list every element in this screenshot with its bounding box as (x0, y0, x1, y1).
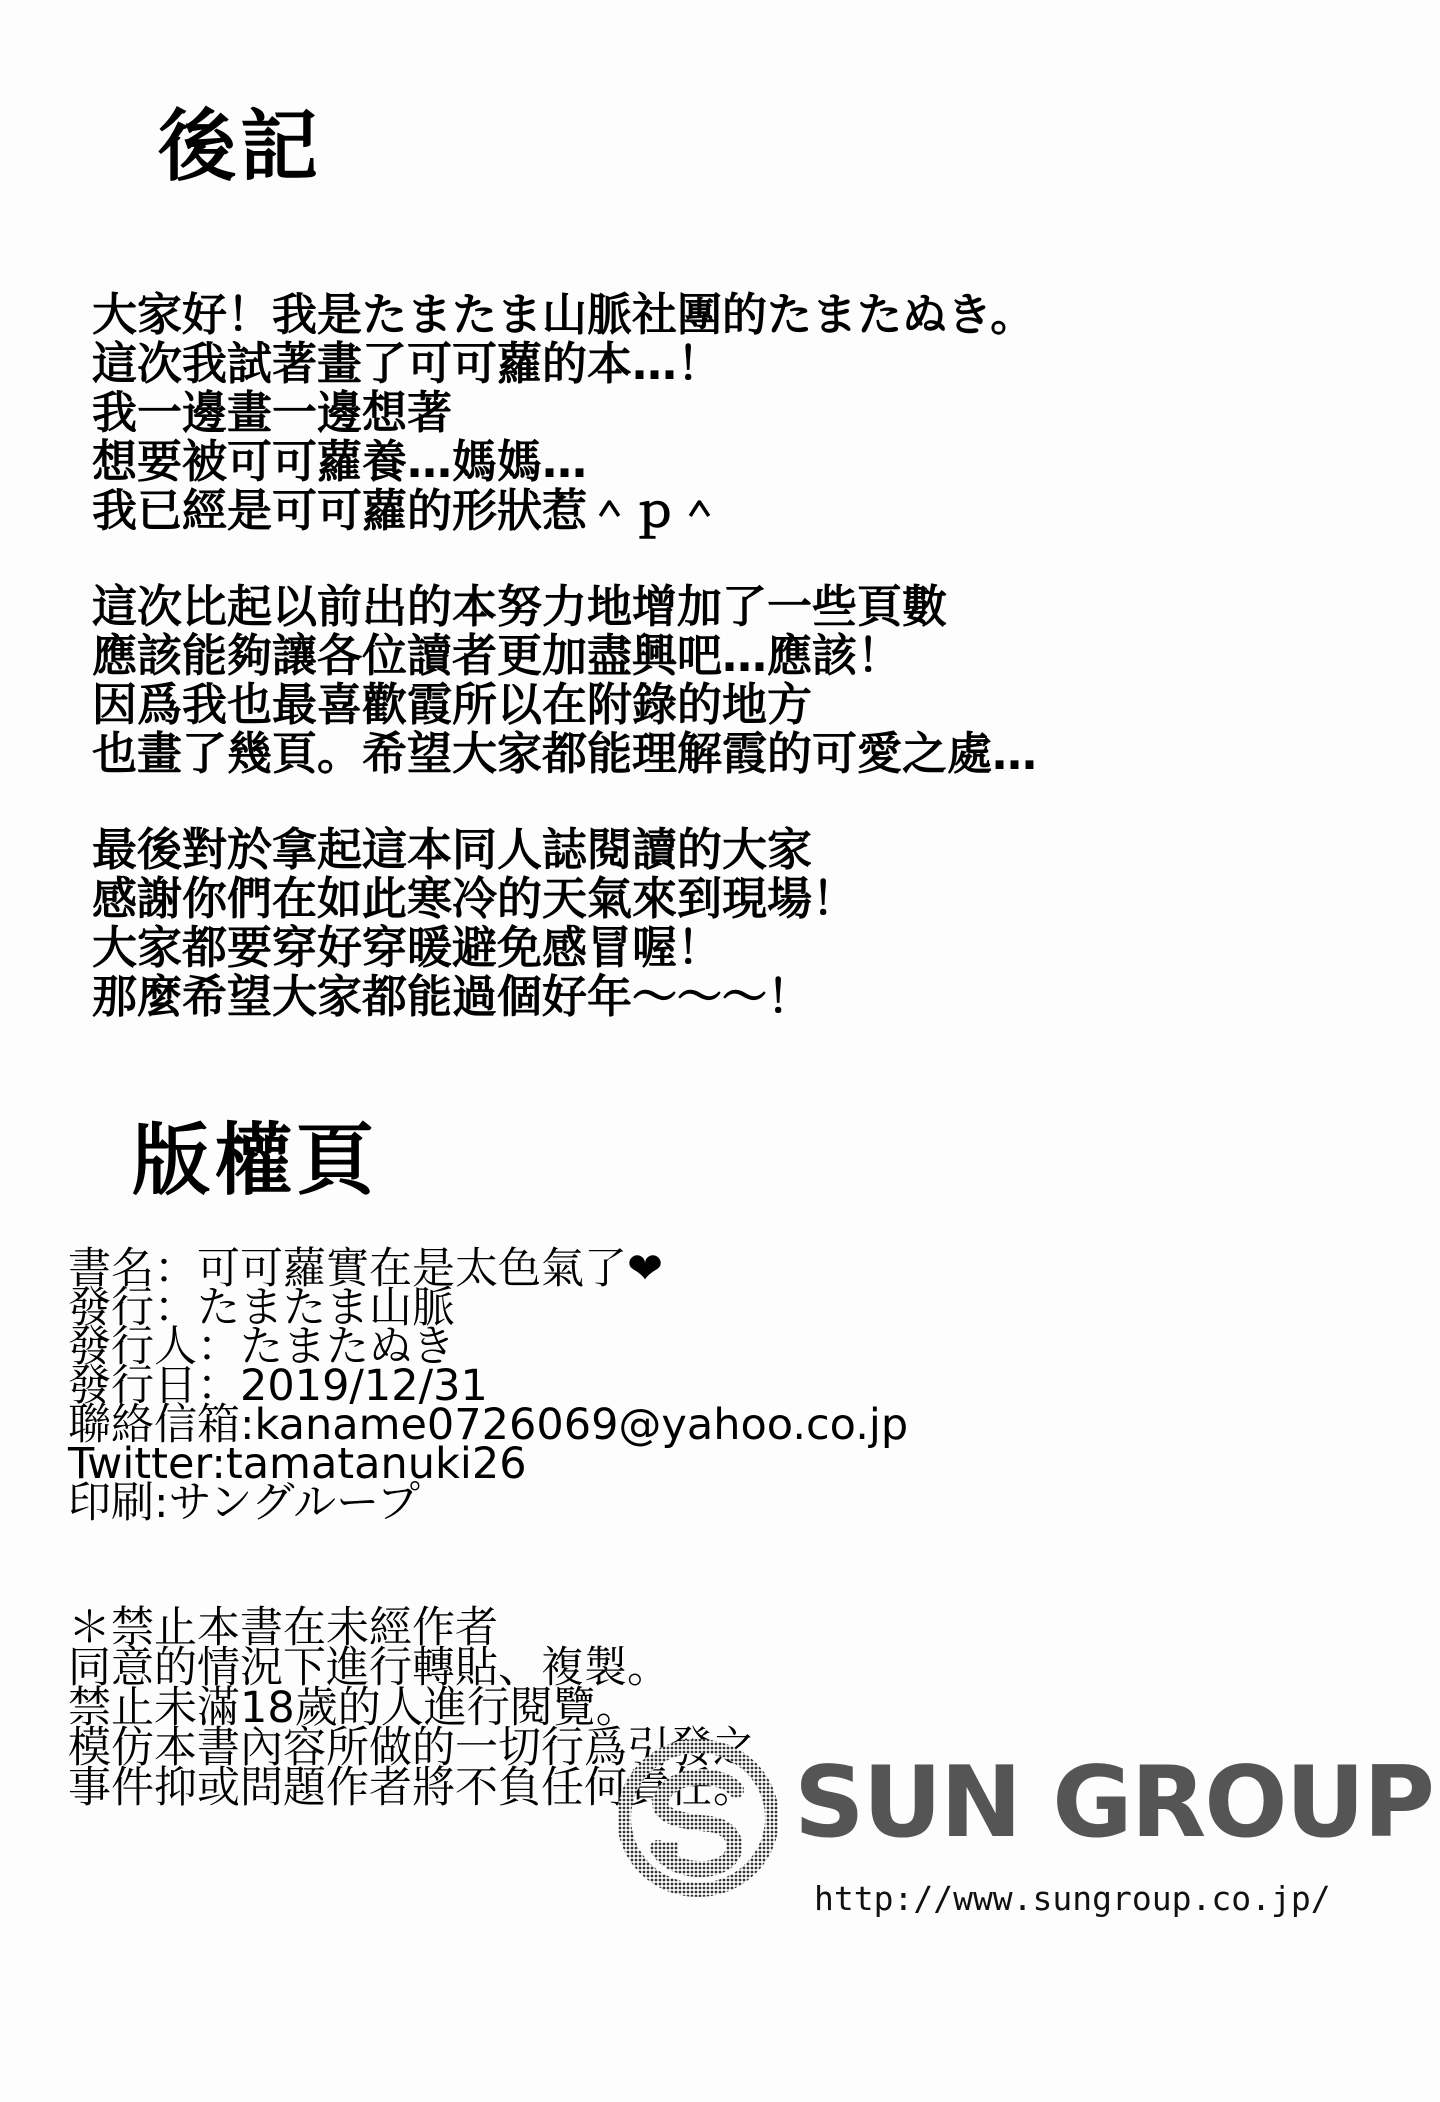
info-printer: 印刷:サングループ (68, 1478, 421, 1528)
info-issuer: 發行人：たまたぬき (68, 1322, 455, 1372)
afterword-paragraph (92, 582, 1392, 778)
afterword-line: 也畫了幾頁。希望大家都能理解霞的可愛之處… (92, 727, 1038, 780)
notice-line: 同意的情況下進行轉貼、複製。 (68, 1643, 670, 1693)
afterword-line: 感謝你們在如此寒冷的天氣來到現場！ (92, 872, 858, 925)
notice-line: ＊禁止本書在未經作者 (68, 1603, 498, 1653)
printer-logo (618, 1738, 1433, 1968)
sun-group-logo-icon (618, 1738, 778, 1898)
afterword-line: 最後對於拿起這本同人誌閱讀的大家 (92, 823, 813, 876)
afterword-line: 應該能夠讓各位讀者更加盡興吧…應該！ (92, 629, 903, 682)
afterword-line: 這次我試著畫了可可蘿的本…！ (92, 337, 723, 390)
afterword-paragraph (92, 825, 1392, 1021)
info-publisher: 發行：たまたま山脈 (68, 1283, 455, 1333)
notice-line: 模仿本書內容所做的一切行爲引發之 (68, 1723, 756, 1773)
afterword-line: 大家都要穿好穿暖避免感冒喔！ (92, 921, 723, 974)
afterword-line: 因爲我也最喜歡霞所以在附錄的地方 (92, 678, 813, 731)
printer-logo-name: SUN GROUP (794, 1746, 1433, 1860)
afterword-paragraph (92, 290, 1392, 535)
info-twitter: Twitter:tamatanuki26 (68, 1439, 527, 1489)
notice-line: 事件抑或問題作者將不負任何責任。 (68, 1763, 756, 1813)
notice-line: 禁止未滿18歲的人進行閱覽。 (68, 1683, 639, 1733)
info-date: 發行日：2019/12/31 (68, 1361, 488, 1411)
publication-info (68, 1244, 1368, 1528)
afterword-line: 我一邊畫一邊想著 (92, 386, 453, 439)
info-email: 聯絡信箱:kaname0726069@yahoo.co.jp (68, 1400, 909, 1450)
afterword-line: 大家好！我是たまたま山脈社團的たまたぬき。 (92, 288, 1036, 341)
info-book-title: 書名：可可蘿實在是太色氣了❤ (68, 1244, 664, 1294)
afterword-line: 那麼希望大家都能過個好年～～～！ (92, 970, 813, 1023)
copyright-title: 版權頁 (132, 1116, 379, 1206)
afterword-line: 這次比起以前出的本努力地增加了一些頁數 (92, 580, 948, 633)
afterword-line: 我已經是可可蘿的形狀惹＾ｐ＾ (92, 484, 723, 537)
printer-logo-url: http://www.sungroup.co.jp/ (814, 1879, 1331, 1918)
afterword-body (92, 290, 1392, 1068)
afterword-line: 想要被可可蘿養…媽媽… (92, 435, 588, 488)
afterword-title: 後記 (158, 102, 323, 192)
